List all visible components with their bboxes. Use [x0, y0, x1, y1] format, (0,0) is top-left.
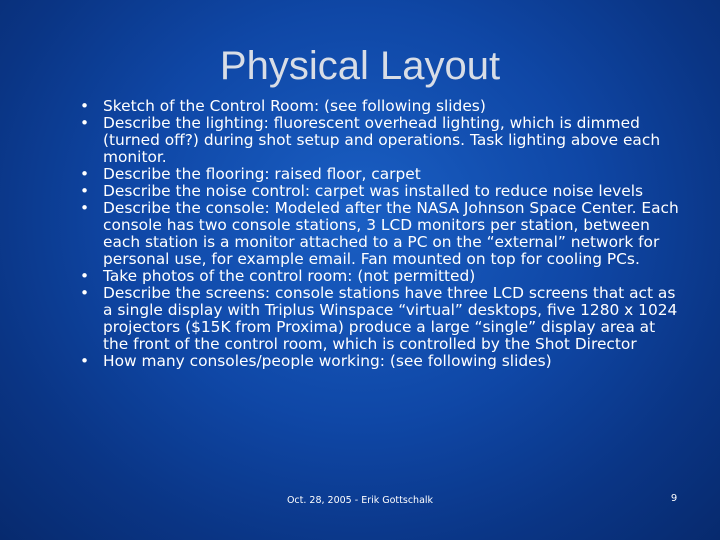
bullet-item: [80, 268, 680, 285]
bullet-text: Describe the flooring: raised floor, carpet: [103, 165, 421, 183]
slide-footer: Oct. 28, 2005 - Erik Gottschalk: [286, 495, 434, 506]
bullet-icon: •: [80, 352, 90, 370]
bullet-icon: •: [80, 165, 90, 183]
bullet-icon: •: [80, 267, 90, 285]
bullet-item: [80, 166, 680, 183]
bullet-item: [80, 353, 680, 370]
bullet-text: Sketch of the Control Room: (see following slides): [103, 97, 486, 115]
bullet-icon: •: [80, 284, 90, 302]
bullet-icon: •: [80, 114, 90, 132]
bullet-text: Take photos of the control room: (not permitted): [103, 267, 476, 285]
slide-title: Physical Layout: [219, 44, 501, 88]
bullet-text: Describe the noise control: carpet was installed to reduce noise levels: [103, 182, 644, 200]
bullet-text: Describe the screens: console stations have three LCD screens that act as a single display with Triplus Winspace “virtual” desktops, five 1280 x 1024 projectors ($15K from Proxima) produce a large “single” display area at the front of the control room, which is controlled by the Shot Director: [103, 284, 678, 353]
bullet-item: [80, 183, 680, 200]
bullet-item: [80, 200, 680, 268]
bullet-icon: •: [80, 97, 90, 115]
bullet-item: [80, 98, 680, 115]
bullet-text: How many consoles/people working: (see following slides): [103, 352, 552, 370]
bullet-text: Describe the console: Modeled after the NASA Johnson Space Center. Each console has two console stations, 3 LCD monitors per station, between each station is a monitor attached to a PC on the “external” network for personal use, for example email. Fan mounted on top for cooling PCs.: [103, 199, 679, 268]
bullet-icon: •: [80, 199, 90, 217]
bullet-icon: •: [80, 182, 90, 200]
bullet-text: Describe the lighting: fluorescent overhead lighting, which is dimmed (turned off?) during shot setup and operations. Task lighting above each monitor.: [103, 114, 661, 166]
bullet-item: [80, 285, 680, 353]
bullet-item: [80, 115, 680, 166]
page-number: 9: [670, 493, 678, 504]
bullet-list: [80, 98, 680, 370]
